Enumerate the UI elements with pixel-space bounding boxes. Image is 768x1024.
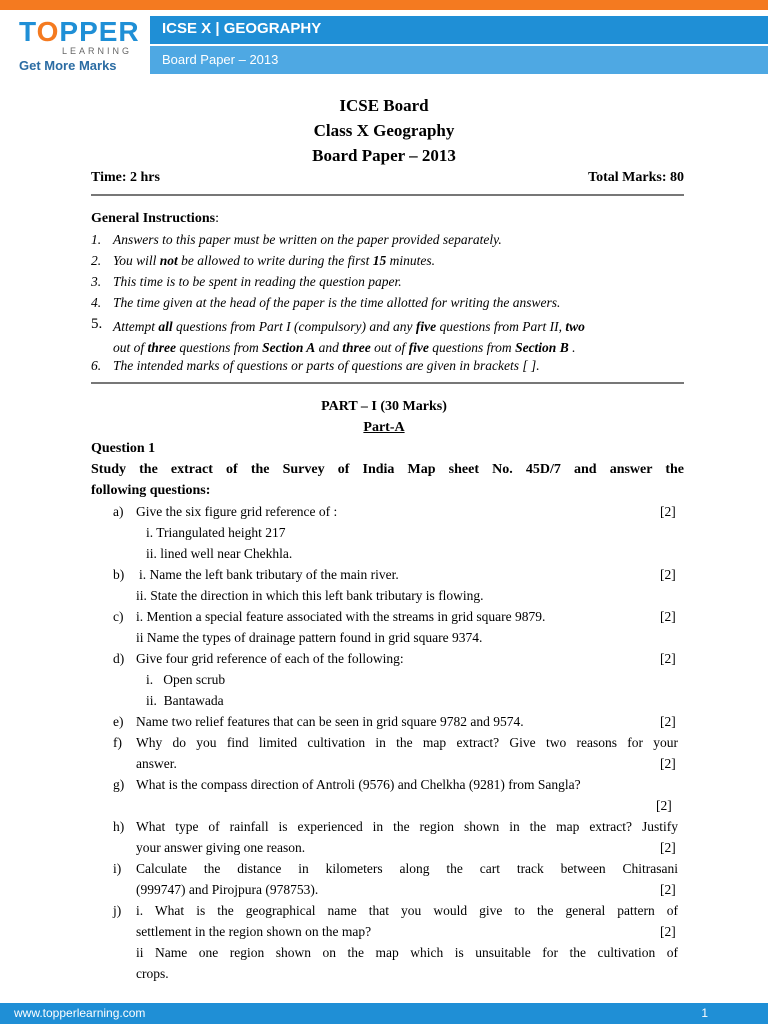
title-line-1: ICSE Board <box>339 96 429 115</box>
marks-b: [2] <box>660 567 676 582</box>
divider <box>91 382 684 384</box>
title-line-3: Board Paper – 2013 <box>312 146 456 165</box>
divider <box>91 194 684 196</box>
subquestion-d-ii: ii. Bantawada <box>146 693 224 708</box>
part-subtitle: Part-A <box>363 420 405 435</box>
subquestion-f-cont: answer. <box>136 756 177 771</box>
subquestion-a-i: i. Triangulated height 217 <box>146 525 286 540</box>
subquestion-a-ii: ii. lined well near Chekhla. <box>146 546 293 561</box>
subquestion-j-ii: ii Name one region shown on the map which is unsuitable for the cultivation of <box>136 945 678 960</box>
marks-c: [2] <box>660 609 676 624</box>
topper-logo[interactable] <box>14 16 140 76</box>
subject-label: ICSE X | GEOGRAPHY <box>162 20 322 37</box>
total-marks: Total Marks: 80 <box>588 170 684 185</box>
paper-label: Board Paper – 2013 <box>162 52 279 67</box>
marks-e: [2] <box>660 714 676 729</box>
marks-f: [2] <box>660 756 676 771</box>
marks-i: [2] <box>660 882 676 897</box>
marks-a: [2] <box>660 504 676 519</box>
marks-g: [2] <box>656 798 672 813</box>
subquestion-c-ii: ii Name the types of drainage pattern found in grid square 9374. <box>136 630 483 645</box>
instruction-item: 4. The time given at the head of the paper is the time allotted for writing the answers. <box>91 295 561 310</box>
time-allowed: Time: 2 hrs <box>91 170 160 185</box>
logo-tagline: Get More Marks <box>19 58 117 73</box>
instructions-heading: General Instructions: <box>91 211 219 226</box>
footer-bar <box>0 1003 768 1024</box>
instruction-item: 3. This time is to be spent in reading the question paper. <box>91 274 402 289</box>
subquestion-j-cont: settlement in the region shown on the map? <box>136 924 372 939</box>
subquestion-j-ii-cont: crops. <box>136 966 169 981</box>
logo-sub: LEARNING <box>62 46 133 56</box>
marks-j: [2] <box>660 924 676 939</box>
paper-banner <box>150 46 768 74</box>
question-stem: Study the extract of the Survey of India Map sheet No. 45D/7 and answer the <box>91 462 684 477</box>
question-stem-cont: following questions: <box>91 483 211 498</box>
top-accent-bar <box>0 0 768 10</box>
instruction-item: 5. Attempt all questions from Part I (compulsory) and any five questions from Part II, two out of three questions from Section A and three out of five questions from Section B . <box>91 316 585 355</box>
part-title: PART – I (30 Marks) <box>321 399 447 414</box>
question-label: Question 1 <box>91 441 156 456</box>
subquestion-h-cont: your answer giving one reason. <box>136 840 306 855</box>
footer-url-link[interactable]: www.topperlearning.com <box>14 1006 146 1020</box>
marks-h: [2] <box>660 840 676 855</box>
subject-banner <box>150 16 768 44</box>
page-number: 1 <box>701 1006 708 1020</box>
instruction-item: 6. The intended marks of questions or parts of questions are given in brackets [ ]. <box>91 358 540 373</box>
instruction-item: 1. Answers to this paper must be written on the paper provided separately. <box>91 232 502 247</box>
logo-wordmark: TOPPER <box>19 16 140 47</box>
subquestion-i-cont: (999747) and Pirojpura (978753). <box>136 882 319 897</box>
subquestion-d-i: i. Open scrub <box>146 672 226 687</box>
title-line-2: Class X Geography <box>313 121 455 140</box>
subquestion-b-ii: ii. State the direction in which this left bank tributary is flowing. <box>136 588 484 603</box>
meta-row <box>91 170 684 186</box>
instruction-item: 2. You will not be allowed to write during the first 15 minutes. <box>91 253 436 268</box>
marks-d: [2] <box>660 651 676 666</box>
